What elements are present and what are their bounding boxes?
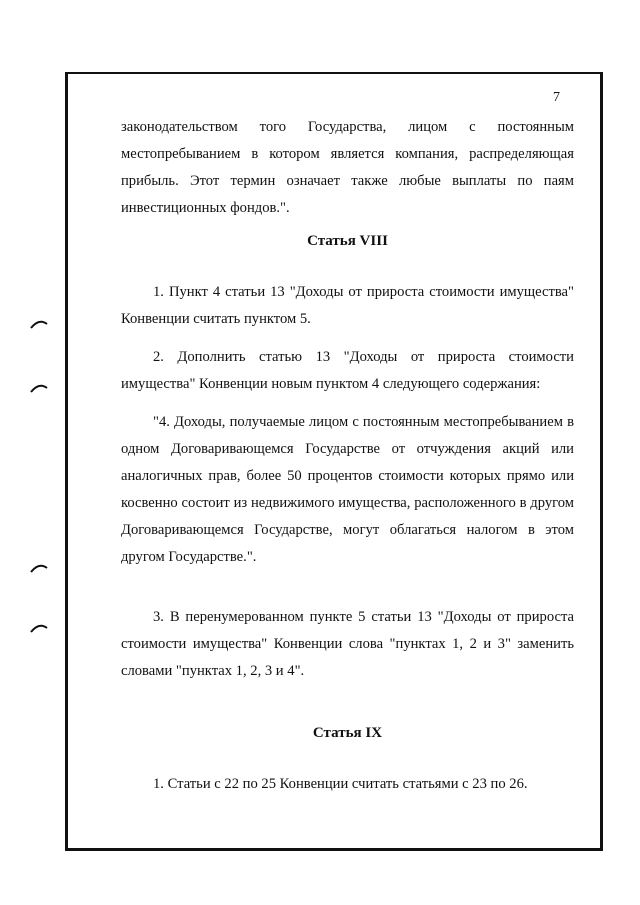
article-9-heading: Статья IX (312, 725, 383, 741)
page-number: 7 (553, 90, 560, 105)
article-8-heading: Статья VIII (307, 233, 388, 249)
article-8-quote: "4. Доходы, получаемые лицом с постоянным местопребыванием в одном Договаривающемся Государстве от отчуждения акций или аналогичных прав, более 50 процентов стоимости которых прямо или косвенно состоит из недвижимого имущества, расположенного в другом Договаривающемся Государстве, могут облагаться налогом в этом другом Государстве.". (121, 414, 574, 565)
page-frame (65, 72, 603, 851)
article-8-item-1: 1. Пункт 4 статьи 13 "Доходы от прироста стоимости имущества" Конвенции считать пунктом 5. (121, 284, 574, 327)
binder-hole-mark-4 (29, 620, 49, 634)
binder-hole-mark-3 (29, 560, 49, 574)
intro-paragraph: законодательством того Государства, лицом с постоянным местопребыванием в котором является компания, распределяющая прибыль. Этот термин означает также любые выплаты по паям инвестиционных фондов.". (121, 119, 574, 216)
article-8-item-2: 2. Дополнить статью 13 "Доходы от прироста стоимости имущества" Конвенции новым пунктом 4 следующего содержания: (121, 349, 574, 392)
binder-hole-mark-1 (29, 316, 49, 330)
article-9-item-1: 1. Статьи с 22 по 25 Конвенции считать статьями с 23 по 26. (153, 776, 528, 792)
article-8-item-3: 3. В перенумерованном пункте 5 статьи 13 "Доходы от прироста стоимости имущества" Конвенции слова "пунктах 1, 2 и 3" заменить словами "пунктах 1, 2, 3 и 4". (121, 609, 574, 679)
binder-hole-mark-2 (29, 380, 49, 394)
